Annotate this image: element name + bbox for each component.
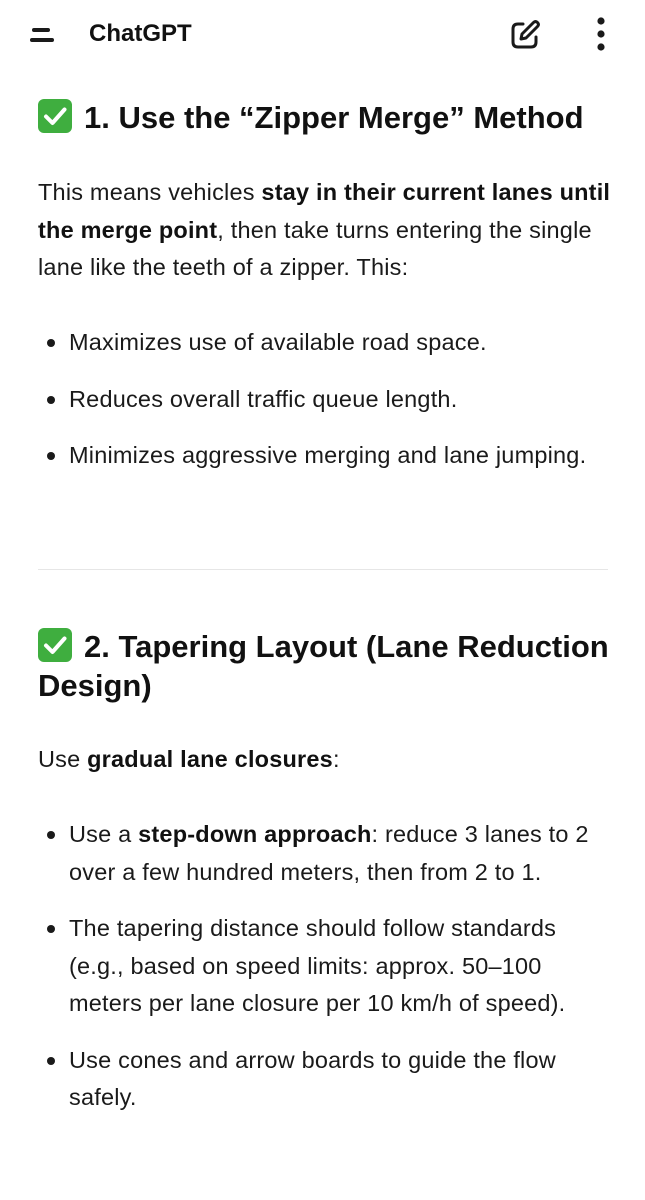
list-item (38, 1042, 613, 1117)
new-chat-edit-icon[interactable] (506, 16, 544, 54)
list-item (38, 816, 613, 891)
bullet-dot (47, 1057, 55, 1065)
list-item-text: Reduces overall traffic queue length. (69, 385, 458, 412)
section-heading-1-text: 1. Use the “Zipper Merge” Method (84, 100, 584, 135)
bullet-dot (47, 925, 55, 933)
menu-icon[interactable] (24, 18, 64, 52)
list-item (38, 324, 613, 362)
app-bar (0, 0, 645, 70)
section-1-intro (38, 174, 613, 287)
intro-text-end: : (332, 746, 340, 772)
list-item (38, 381, 613, 419)
check-mark-icon (38, 628, 72, 662)
list-item (38, 910, 613, 1023)
list-item-text-end: : reduce 3 lanes to 2 over a few hundred meters, then from 2 to 1. (69, 821, 589, 885)
section-heading-2-text: 2. Tapering Layout (Lane Reduction Design) (38, 629, 609, 703)
bullet-dot (47, 831, 55, 839)
intro-text-end: , then take turns entering the single lane like the teeth of a zipper. This: (38, 216, 592, 280)
list-item-text: Maximizes use of available road space. (69, 329, 487, 355)
list-item-text: Use cones and arrow boards to guide the flow safely. (69, 1046, 556, 1110)
section-heading-1 (38, 98, 613, 137)
list-item-bold-text: step-down approach (138, 821, 372, 847)
more-vertical-icon[interactable] (586, 14, 616, 56)
section-heading-2 (38, 627, 613, 705)
list-item-text: The tapering distance should follow standards (e.g., based on speed limits: approx. 50–100 meters per lane closure per 10 km/h of speed). (69, 915, 566, 1016)
check-mark-icon (38, 99, 72, 133)
app-title: ChatGPT (89, 20, 192, 47)
list-item-text: Use a (69, 821, 139, 847)
intro-bold-text: gradual lane closures (87, 746, 333, 772)
section-1-bullet-list (38, 324, 613, 475)
list-item-text: Minimizes aggressive merging and lane jumping. (69, 442, 587, 468)
section-divider (38, 569, 608, 570)
intro-bold-text: stay in their current lanes until the merge point (38, 179, 611, 243)
section-2-bullet-list (38, 816, 613, 1117)
list-item (38, 437, 613, 475)
intro-text: Use (38, 746, 88, 772)
bullet-dot (47, 339, 55, 347)
intro-text: This means vehicles (38, 179, 262, 205)
bullet-dot (47, 396, 55, 404)
section-2-intro (38, 741, 613, 779)
bullet-dot (47, 452, 55, 460)
